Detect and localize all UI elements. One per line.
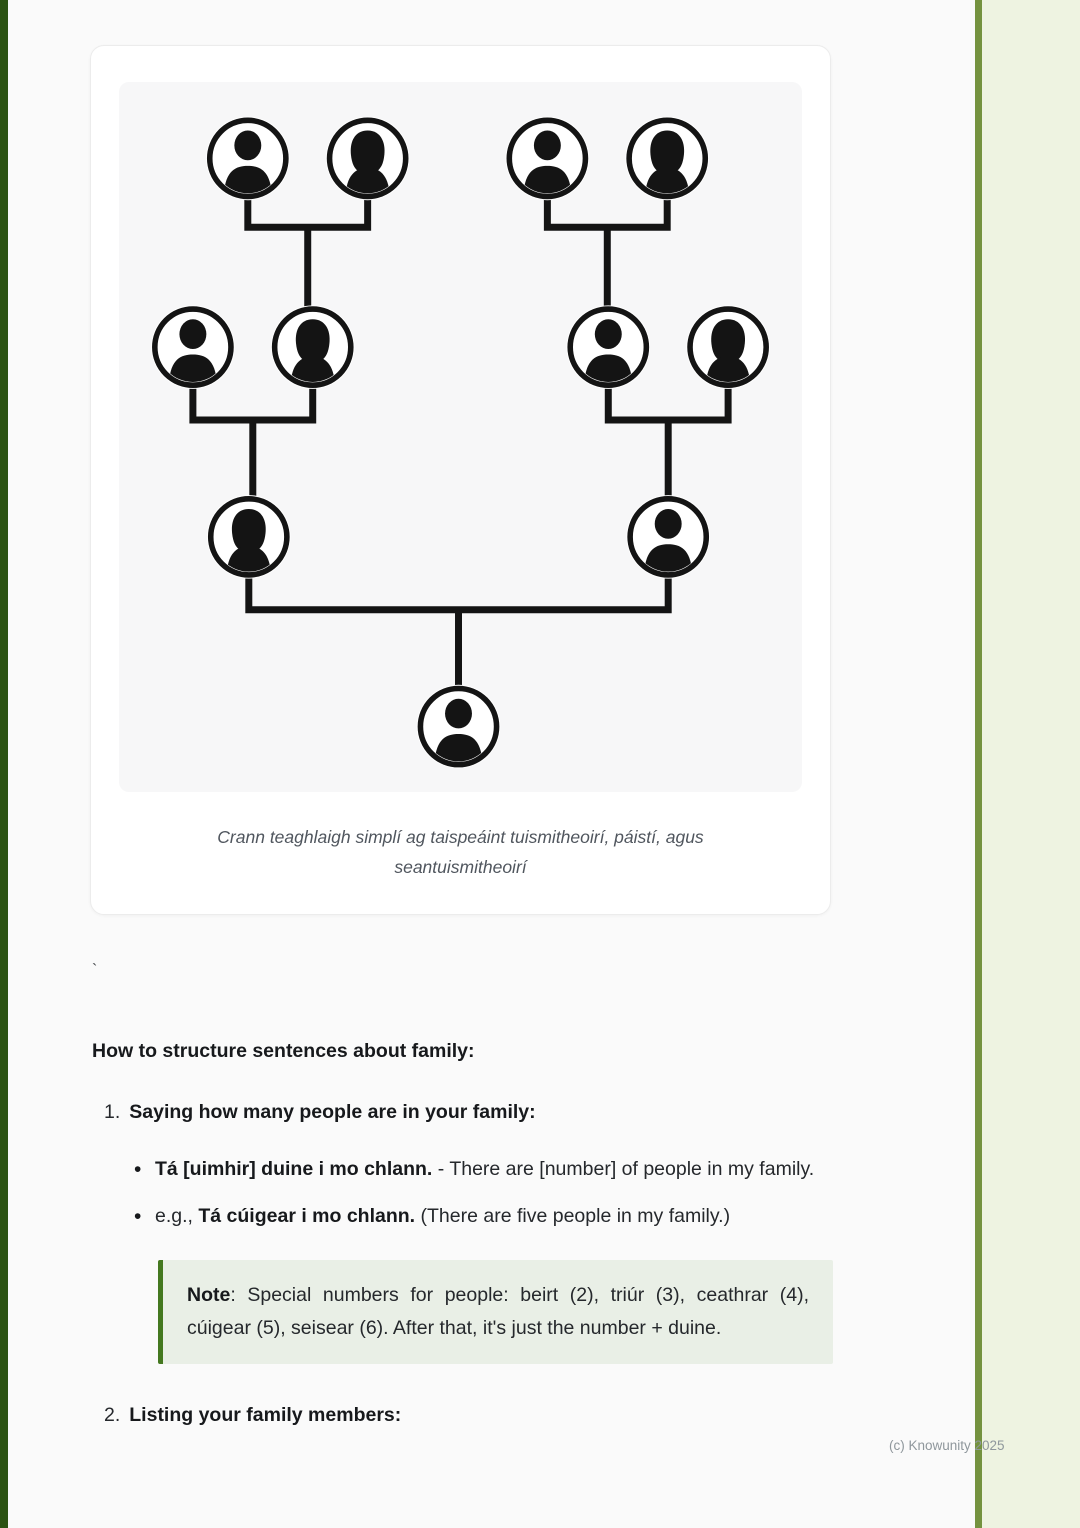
section-heading: How to structure sentences about family: bbox=[92, 1039, 475, 1062]
bullet-list bbox=[155, 1154, 830, 1232]
person-gen2-couple1-female-icon bbox=[271, 305, 355, 389]
stray-backtick: ` bbox=[92, 962, 98, 979]
family-tree-card bbox=[90, 45, 831, 915]
person-gen1-couple2-male-icon bbox=[506, 117, 590, 201]
family-tree-svg bbox=[119, 82, 802, 792]
person-gen4-child-icon bbox=[417, 685, 501, 769]
person-gen1-couple2-female-icon bbox=[625, 117, 709, 201]
bullet-2-irish: Tá cúigear i mo chlann. bbox=[198, 1204, 416, 1227]
person-gen2-couple2-male-icon bbox=[566, 305, 650, 389]
tree-connector bbox=[248, 195, 368, 227]
bullet-1-translation: - There are [number] of people in my family. bbox=[432, 1157, 815, 1180]
bullet-1-irish: Tá [uimhir] duine i mo chlann. bbox=[155, 1157, 433, 1180]
note-callout bbox=[158, 1260, 833, 1364]
family-tree-panel bbox=[119, 82, 802, 792]
list-item-1-number: 1. bbox=[104, 1100, 121, 1123]
tree-connector bbox=[608, 384, 728, 420]
person-gen2-couple2-female-icon bbox=[686, 305, 770, 389]
lesson-content bbox=[92, 958, 833, 1432]
person-gen1-couple1-female-icon bbox=[326, 117, 410, 201]
list-item-2-number: 2. bbox=[104, 1404, 121, 1427]
person-gen3-male-icon bbox=[626, 495, 710, 579]
watermark: (c) Knowunity 2025 bbox=[889, 1438, 1005, 1453]
bullet-2-pre: e.g., bbox=[155, 1204, 199, 1227]
note-text: : Special numbers for people: beirt (2), triúr (3), ceathrar (4), cúigear (5), seisear (6). After that, it's just the number + duine. bbox=[187, 1284, 809, 1340]
list-item-2-label: Listing your family members: bbox=[129, 1404, 402, 1427]
bullet-item bbox=[155, 1154, 830, 1186]
person-gen2-couple1-male-icon bbox=[151, 305, 235, 389]
tree-connector bbox=[249, 574, 668, 610]
list-item-2 bbox=[92, 1400, 833, 1431]
right-margin-band bbox=[982, 0, 1080, 1528]
figure-caption: Crann teaghlaigh simplí ag taispeáint tuismitheoirí, páistí, agus seantuismitheoirí bbox=[217, 827, 704, 878]
person-gen3-female-icon bbox=[207, 495, 291, 579]
bullet-item bbox=[155, 1201, 830, 1233]
tree-connector bbox=[193, 384, 313, 420]
right-accent-line bbox=[975, 0, 982, 1528]
person-gen1-couple1-male-icon bbox=[206, 117, 290, 201]
left-edge-accent-bar bbox=[0, 0, 8, 1528]
list-item-1-label: Saying how many people are in your family: bbox=[129, 1100, 536, 1123]
note-label: Note bbox=[187, 1284, 231, 1307]
tree-connector bbox=[547, 195, 667, 227]
list-item-1 bbox=[92, 1097, 833, 1128]
bullet-2-translation: (There are five people in my family.) bbox=[415, 1204, 731, 1227]
